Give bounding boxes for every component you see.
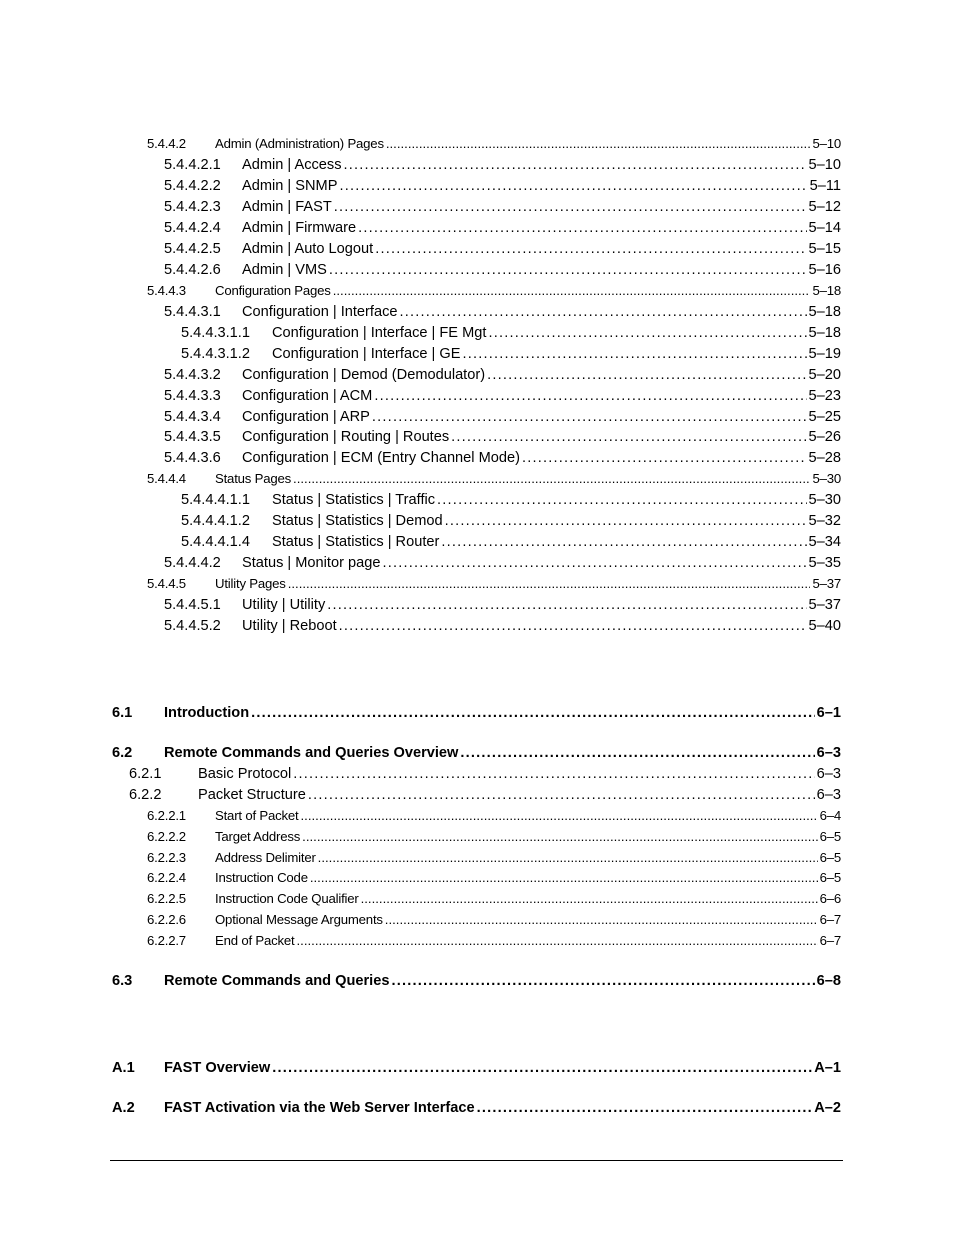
dot-leader — [293, 469, 810, 489]
toc-entry[interactable] — [164, 176, 841, 196]
dot-leader — [391, 971, 814, 991]
dot-leader — [451, 427, 806, 447]
toc-entry[interactable] — [164, 595, 841, 615]
toc-entry-title: Admin | VMS — [242, 262, 327, 278]
toc-entry[interactable] — [147, 848, 841, 868]
toc-entry-number: 5.4.4.3.3 — [164, 388, 221, 404]
toc-entry-title: Utility Pages — [215, 576, 286, 591]
toc-entry-number: 5.4.4.2.3 — [164, 199, 221, 215]
dot-leader — [522, 448, 807, 468]
toc-entry-page: A–1 — [814, 1060, 841, 1076]
toc-entry-title: Admin | Access — [242, 157, 342, 173]
toc-entry-title: Admin | FAST — [242, 199, 332, 215]
toc-entry-number: 6.3 — [112, 973, 133, 989]
toc-entry-page: 6–5 — [819, 850, 841, 865]
toc-entry[interactable] — [164, 302, 841, 322]
toc-entry-title: Admin (Administration) Pages — [215, 136, 384, 151]
dot-leader — [445, 511, 807, 531]
footer-rule — [110, 1160, 843, 1161]
dot-leader — [327, 595, 806, 615]
dot-leader — [374, 386, 806, 406]
toc-entry-page: 5–15 — [808, 241, 841, 257]
toc-entry-number: 5.4.4.3.5 — [164, 429, 221, 445]
toc-entry-title: Address Delimiter — [215, 850, 316, 865]
dot-leader — [372, 407, 807, 427]
dot-leader — [386, 134, 811, 154]
dot-leader — [385, 910, 818, 930]
dot-leader — [375, 239, 806, 259]
dot-leader — [437, 490, 806, 510]
toc-entry-number: 5.4.4.3.6 — [164, 450, 221, 466]
toc-entry-number: 6.2.2.3 — [147, 850, 186, 865]
toc-entry-title: Utility | Utility — [242, 597, 326, 613]
toc-entry[interactable] — [164, 386, 841, 406]
toc-entry-page: 5–10 — [812, 136, 841, 151]
toc-entry[interactable] — [147, 806, 841, 826]
dot-leader — [329, 260, 807, 280]
toc-entry-page: 6–5 — [819, 870, 841, 885]
dot-leader — [297, 931, 818, 951]
toc-entry-page: 6–6 — [819, 891, 841, 906]
toc-entry-title: Configuration | ACM — [242, 388, 373, 404]
toc-entry[interactable] — [164, 260, 841, 280]
toc-entry[interactable] — [112, 743, 841, 763]
toc-entry-number: 5.4.4.2.6 — [164, 262, 221, 278]
toc-entry[interactable] — [129, 785, 841, 805]
toc-entry[interactable] — [112, 1058, 841, 1078]
toc-entry[interactable] — [147, 827, 841, 847]
toc-entry-number: 5.4.4.4.1.4 — [181, 534, 250, 550]
toc-entry-page: A–2 — [814, 1100, 841, 1116]
toc-entry-title: Introduction — [164, 705, 250, 721]
toc-entry[interactable] — [147, 469, 841, 489]
dot-leader — [310, 868, 818, 888]
toc-entry-number: 5.4.4.3.4 — [164, 409, 221, 425]
toc-entry-number: 6.2.2.7 — [147, 933, 186, 948]
toc-entry[interactable] — [181, 323, 841, 343]
dot-leader — [293, 764, 814, 784]
toc-entry[interactable] — [164, 197, 841, 217]
toc-entry-title: End of Packet — [215, 933, 295, 948]
toc-entry[interactable] — [164, 407, 841, 427]
dot-leader — [460, 743, 814, 763]
toc-entry[interactable] — [147, 889, 841, 909]
toc-entry-page: 5–18 — [812, 283, 841, 298]
toc-entry-number: 5.4.4.2.5 — [164, 241, 221, 257]
toc-entry-number: 5.4.4.3.1.1 — [181, 325, 250, 341]
toc-entry-page: 5–16 — [808, 262, 841, 278]
toc-entry-page: 5–19 — [808, 346, 841, 362]
dot-leader — [339, 616, 807, 636]
toc-entry-title: Admin | Firmware — [242, 220, 357, 236]
toc-entry-title: Status | Statistics | Demod — [272, 513, 443, 529]
toc-entry-page: 6–7 — [819, 912, 841, 927]
toc-entry-page: 5–12 — [808, 199, 841, 215]
toc-entry-title: Configuration Pages — [215, 283, 331, 298]
toc-entry-title: Instruction Code Qualifier — [215, 891, 359, 906]
toc-entry-number: 6.2.2.4 — [147, 870, 186, 885]
toc-entry-number: 5.4.4.3.1.2 — [181, 346, 250, 362]
dot-leader — [462, 344, 806, 364]
toc-entry-title: FAST Activation via the Web Server Interface — [164, 1100, 475, 1116]
toc-entry[interactable] — [147, 868, 841, 888]
toc-entry-number: 5.4.4.2.4 — [164, 220, 221, 236]
dot-leader — [301, 806, 818, 826]
dot-leader — [361, 889, 818, 909]
toc-entry-number: 5.4.4.2 — [147, 136, 186, 151]
toc-entry[interactable] — [164, 427, 841, 447]
toc-entry-page: 5–10 — [808, 157, 841, 173]
toc-entry-page: 5–32 — [808, 513, 841, 529]
toc-entry-page: 5–30 — [812, 471, 841, 486]
toc-entry-number: 6.2.2.1 — [147, 808, 186, 823]
dot-leader — [344, 155, 807, 175]
dot-leader — [488, 323, 806, 343]
toc-entry-title: Configuration | Interface — [242, 304, 398, 320]
toc-entry[interactable] — [164, 239, 841, 259]
toc-entry[interactable] — [164, 218, 841, 238]
toc-entry-page: 6–3 — [816, 787, 841, 803]
toc-entry[interactable] — [147, 134, 841, 154]
toc-entry-number: 5.4.4.4 — [147, 471, 186, 486]
toc-entry[interactable] — [164, 553, 841, 573]
toc-entry-number: 5.4.4.4.1.2 — [181, 513, 250, 529]
toc-entry[interactable] — [164, 448, 841, 468]
dot-leader — [318, 848, 818, 868]
toc-entry-page: 6–3 — [816, 745, 841, 761]
toc-entry-title: Target Address — [215, 829, 301, 844]
toc-entry-title: Basic Protocol — [198, 766, 292, 782]
toc-entry-title: Instruction Code — [215, 870, 308, 885]
toc-entry-page: 5–25 — [808, 409, 841, 425]
toc-entry-number: 6.2.1 — [129, 766, 162, 782]
toc-entry-page: 6–4 — [819, 808, 841, 823]
toc-entry-page: 5–26 — [808, 429, 841, 445]
dot-leader — [333, 281, 811, 301]
toc-entry-title: Configuration | Interface | FE Mgt — [272, 325, 487, 341]
toc-entry-number: 6.1 — [112, 705, 133, 721]
toc-entry-page: 6–7 — [819, 933, 841, 948]
dot-leader — [382, 553, 806, 573]
toc-entry-number: A.1 — [112, 1060, 135, 1076]
dot-leader — [477, 1098, 813, 1118]
toc-entry-page: 6–3 — [816, 766, 841, 782]
toc-entry-number: 5.4.4.4.1.1 — [181, 492, 250, 508]
toc-entry-title: Admin | Auto Logout — [242, 241, 374, 257]
dot-leader — [251, 703, 815, 723]
toc-entry-title: FAST Overview — [164, 1060, 271, 1076]
toc-entry-title: Configuration | Interface | GE — [272, 346, 461, 362]
toc-entry-title: Configuration | Routing | Routes — [242, 429, 450, 445]
toc-entry[interactable] — [181, 344, 841, 364]
toc-entry-number: 5.4.4.5.1 — [164, 597, 221, 613]
toc-entry[interactable] — [112, 703, 841, 723]
toc-entry-title: Status Pages — [215, 471, 292, 486]
toc-entry-page: 6–5 — [819, 829, 841, 844]
toc-entry[interactable] — [147, 931, 841, 951]
toc-entry-title: Status | Statistics | Traffic — [272, 492, 436, 508]
toc-entry[interactable] — [112, 1098, 841, 1118]
toc-entry-title: Utility | Reboot — [242, 618, 337, 634]
toc-entry[interactable] — [129, 764, 841, 784]
toc-entry-title: Remote Commands and Queries — [164, 973, 390, 989]
toc-entry[interactable] — [181, 511, 841, 531]
dot-leader — [302, 827, 817, 847]
toc-entry[interactable] — [164, 616, 841, 636]
toc-entry[interactable] — [164, 365, 841, 385]
dot-leader — [334, 197, 807, 217]
toc-entry-page: 5–14 — [808, 220, 841, 236]
toc-entry-page: 5–23 — [808, 388, 841, 404]
toc-entry-title: Remote Commands and Queries Overview — [164, 745, 459, 761]
toc-entry-page: 5–35 — [808, 555, 841, 571]
toc-entry-number: 6.2.2.6 — [147, 912, 186, 927]
toc-entry-number: 5.4.4.3.2 — [164, 367, 221, 383]
toc-entry-page: 6–1 — [816, 705, 841, 721]
toc-entry-title: Start of Packet — [215, 808, 299, 823]
toc-entry-page: 5–11 — [809, 178, 841, 194]
dot-leader — [272, 1058, 812, 1078]
toc-entry-number: A.2 — [112, 1100, 135, 1116]
toc-entry-title: Configuration | ECM (Entry Channel Mode) — [242, 450, 520, 466]
toc-entry-page: 5–28 — [808, 450, 841, 466]
toc-entry-title: Optional Message Arguments — [215, 912, 383, 927]
toc-entry-page: 5–30 — [808, 492, 841, 508]
dot-leader — [308, 785, 815, 805]
toc-entry-number: 5.4.4.5.2 — [164, 618, 221, 634]
toc-entry[interactable] — [164, 155, 841, 175]
toc-entry-page: 6–8 — [816, 973, 841, 989]
toc-entry-number: 6.2.2.2 — [147, 829, 186, 844]
toc-entry[interactable] — [147, 281, 841, 301]
dot-leader — [288, 574, 811, 594]
toc-entry[interactable] — [181, 532, 841, 552]
toc-entry-title: Status | Statistics | Router — [272, 534, 440, 550]
toc-entry-title: Status | Monitor page — [242, 555, 381, 571]
dot-leader — [358, 218, 806, 238]
toc-entry-title: Admin | SNMP — [242, 178, 338, 194]
toc-entry-number: 5.4.4.2.1 — [164, 157, 221, 173]
toc-entry-number: 5.4.4.5 — [147, 576, 186, 591]
toc-entry-number: 5.4.4.4.2 — [164, 555, 221, 571]
toc-entry[interactable] — [147, 574, 841, 594]
toc-entry[interactable] — [181, 490, 841, 510]
dot-leader — [487, 365, 806, 385]
toc-entry-number: 5.4.4.3.1 — [164, 304, 221, 320]
toc-entry[interactable] — [147, 910, 841, 930]
toc-entry-page: 5–40 — [808, 618, 841, 634]
toc-entry-number: 6.2.2 — [129, 787, 162, 803]
toc-entry-page: 5–18 — [808, 304, 841, 320]
toc-entry-number: 5.4.4.3 — [147, 283, 186, 298]
dot-leader — [339, 176, 807, 196]
dot-leader — [400, 302, 807, 322]
toc-entry[interactable] — [112, 971, 841, 991]
toc-entry-title: Packet Structure — [198, 787, 306, 803]
toc-entry-page: 5–34 — [808, 534, 841, 550]
toc-entry-number: 6.2.2.5 — [147, 891, 186, 906]
toc-entry-page: 5–18 — [808, 325, 841, 341]
toc-entry-title: Configuration | Demod (Demodulator) — [242, 367, 486, 383]
toc-entry-page: 5–37 — [808, 597, 841, 613]
toc-entry-page: 5–20 — [808, 367, 841, 383]
toc-entry-number: 6.2 — [112, 745, 133, 761]
toc-entry-number: 5.4.4.2.2 — [164, 178, 221, 194]
toc-entry-title: Configuration | ARP — [242, 409, 370, 425]
toc-entry-page: 5–37 — [812, 576, 841, 591]
dot-leader — [441, 532, 806, 552]
